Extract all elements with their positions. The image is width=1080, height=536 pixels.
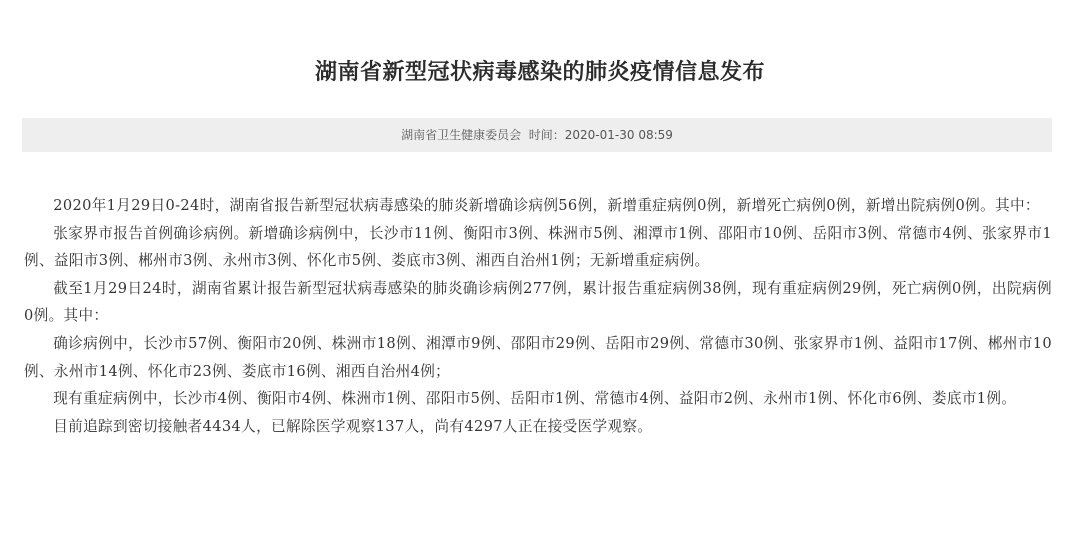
time-label: 时间： xyxy=(528,128,565,142)
paragraph-contacts: 目前追踪到密切接触者4434人，已解除医学观察137人，尚有4297人正在接受医学观察。 xyxy=(53,417,653,435)
article-body xyxy=(24,192,1052,440)
paragraph-new-cases: 张家界市报告首例确诊病例。新增确诊病例中，长沙市11例、衡阳市3例、株洲市5例、湘潭市1例、邵阳市10例、岳阳市3例、常德市4例、张家界市1例、益阳市3例、郴州市3例、永州市3例、怀化市5例、娄底市3例、湘西自治州1例；无新增重症病例。 xyxy=(24,224,1052,270)
paragraph-cumulative: 截至1月29日24时，湖南省累计报告新型冠状病毒感染的肺炎确诊病例277例，累计报告重症病例38例，现有重症病例29例，死亡病例0例，出院病例0例。其中： xyxy=(24,279,1052,325)
paragraph-severe-by-city: 现有重症病例中，长沙市4例、衡阳市4例、株洲市1例、邵阳市5例、岳阳市1例、常德市4例、益阳市2例、永州市1例、怀化市6例、娄底市1例。 xyxy=(53,390,1017,408)
publish-datetime: 2020-01-30 08:59 xyxy=(564,128,673,142)
page-title: 湖南省新型冠状病毒感染的肺炎疫情信息发布 xyxy=(314,59,765,85)
paragraph-confirmed-by-city: 确诊病例中，长沙市57例、衡阳市20例、株洲市18例、湘潭市9例、邵阳市29例、岳阳市29例、常德市30例、张家界市1例、益阳市17例、郴州市10例、永州市14例、怀化市23例、娄底市16例、湘西自治州4例； xyxy=(24,334,1052,380)
paragraph-summary: 2020年1月29日0-24时，湖南省报告新型冠状病毒感染的肺炎新增确诊病例56例，新增重症病例0例，新增死亡病例0例，新增出院病例0例。其中： xyxy=(53,197,1040,214)
source-label: 湖南省卫生健康委员会 xyxy=(401,128,522,142)
article-meta xyxy=(22,118,1052,152)
